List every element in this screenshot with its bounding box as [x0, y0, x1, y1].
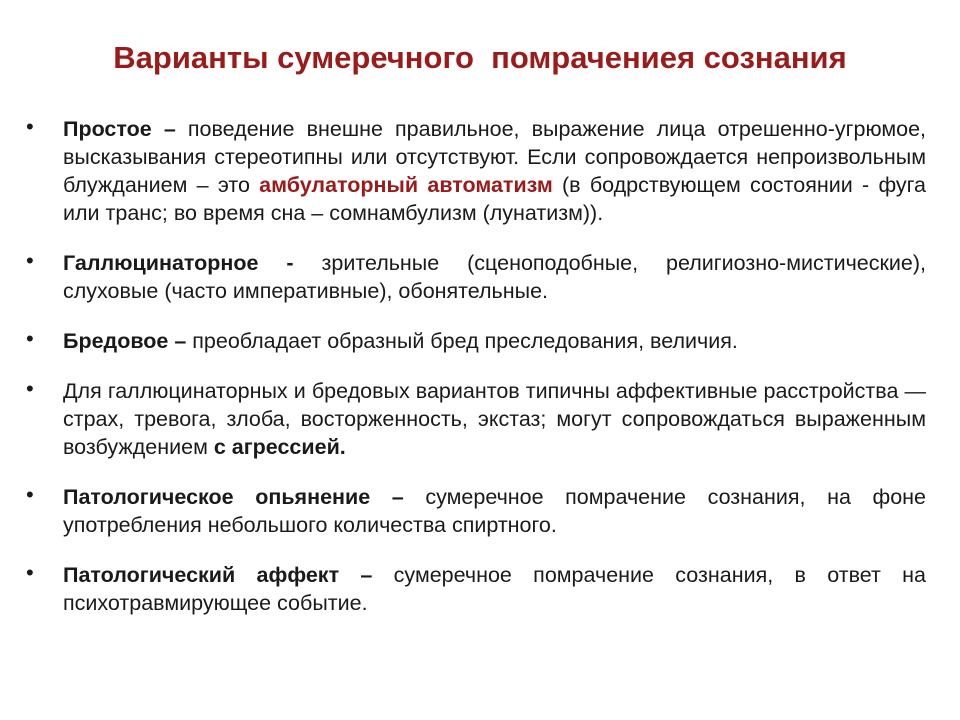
- bullet-list: [26, 115, 926, 639]
- slide-title: Варианты сумеречного помрачениея сознания: [113, 40, 847, 75]
- bullet-item-affective-disorders: [26, 377, 926, 461]
- item-text: (в бодрствующем состоянии - фуга или транс; во время сна – сомнамбулизм (лунатизм)).: [63, 173, 926, 225]
- item-text: поведение внешне правильное, выражение лица отрешенно-угрюмое, высказывания стереотипны или отсутствуют. Если сопровождается непроизвольным блужданием – это: [63, 117, 926, 197]
- term-pathological-affect: Патологический аффект –: [63, 563, 373, 587]
- bold-tail-aggression: с агрессией.: [213, 435, 346, 459]
- term-delusional: Бредовое: [63, 329, 169, 353]
- bullet-item-hallucinatory: [26, 249, 926, 305]
- term-pathological-intoxication: Патологическое опьянение –: [63, 485, 404, 509]
- bullet-icon: •: [26, 560, 34, 585]
- bullet-item-pathological-affect: [26, 561, 926, 617]
- item-text: зрительные (сценоподобные, религиозно-мистические), слуховые (часто императивные), обонятельные.: [63, 251, 927, 303]
- item-text: преобладает образный бред преследования, величия.: [192, 329, 738, 353]
- term-simple: Простое: [63, 117, 152, 141]
- term-hallucinatory: Галлюцинаторное: [63, 251, 259, 275]
- bullet-icon: •: [26, 114, 34, 139]
- bullet-icon: •: [26, 376, 34, 401]
- term-separator: -: [258, 251, 322, 275]
- item-text: Для галлюцинаторных и бредовых вариантов типичны аффективные расстройства — страх, тревога, злоба, восторженность, экстаз; могут сопровождаться выраженным возбуждением: [63, 379, 926, 459]
- item-text: сумеречное помрачение сознания, на фоне употребления небольшого количества спиртного.: [63, 485, 926, 537]
- item-text: сумеречное помрачение сознания, в ответ на психотравмирующее событие.: [63, 563, 926, 615]
- bullet-item-delusional: [26, 327, 926, 355]
- bullet-item-pathological-intoxication: [26, 483, 926, 539]
- bullet-icon: •: [26, 326, 34, 351]
- bullet-icon: •: [26, 482, 34, 507]
- term-separator: –: [151, 117, 188, 141]
- highlight-ambulatory-automatism: амбулаторный автоматизм: [259, 173, 553, 197]
- term-separator: –: [168, 329, 193, 353]
- bullet-icon: •: [26, 248, 34, 273]
- bullet-item-simple: [26, 115, 926, 227]
